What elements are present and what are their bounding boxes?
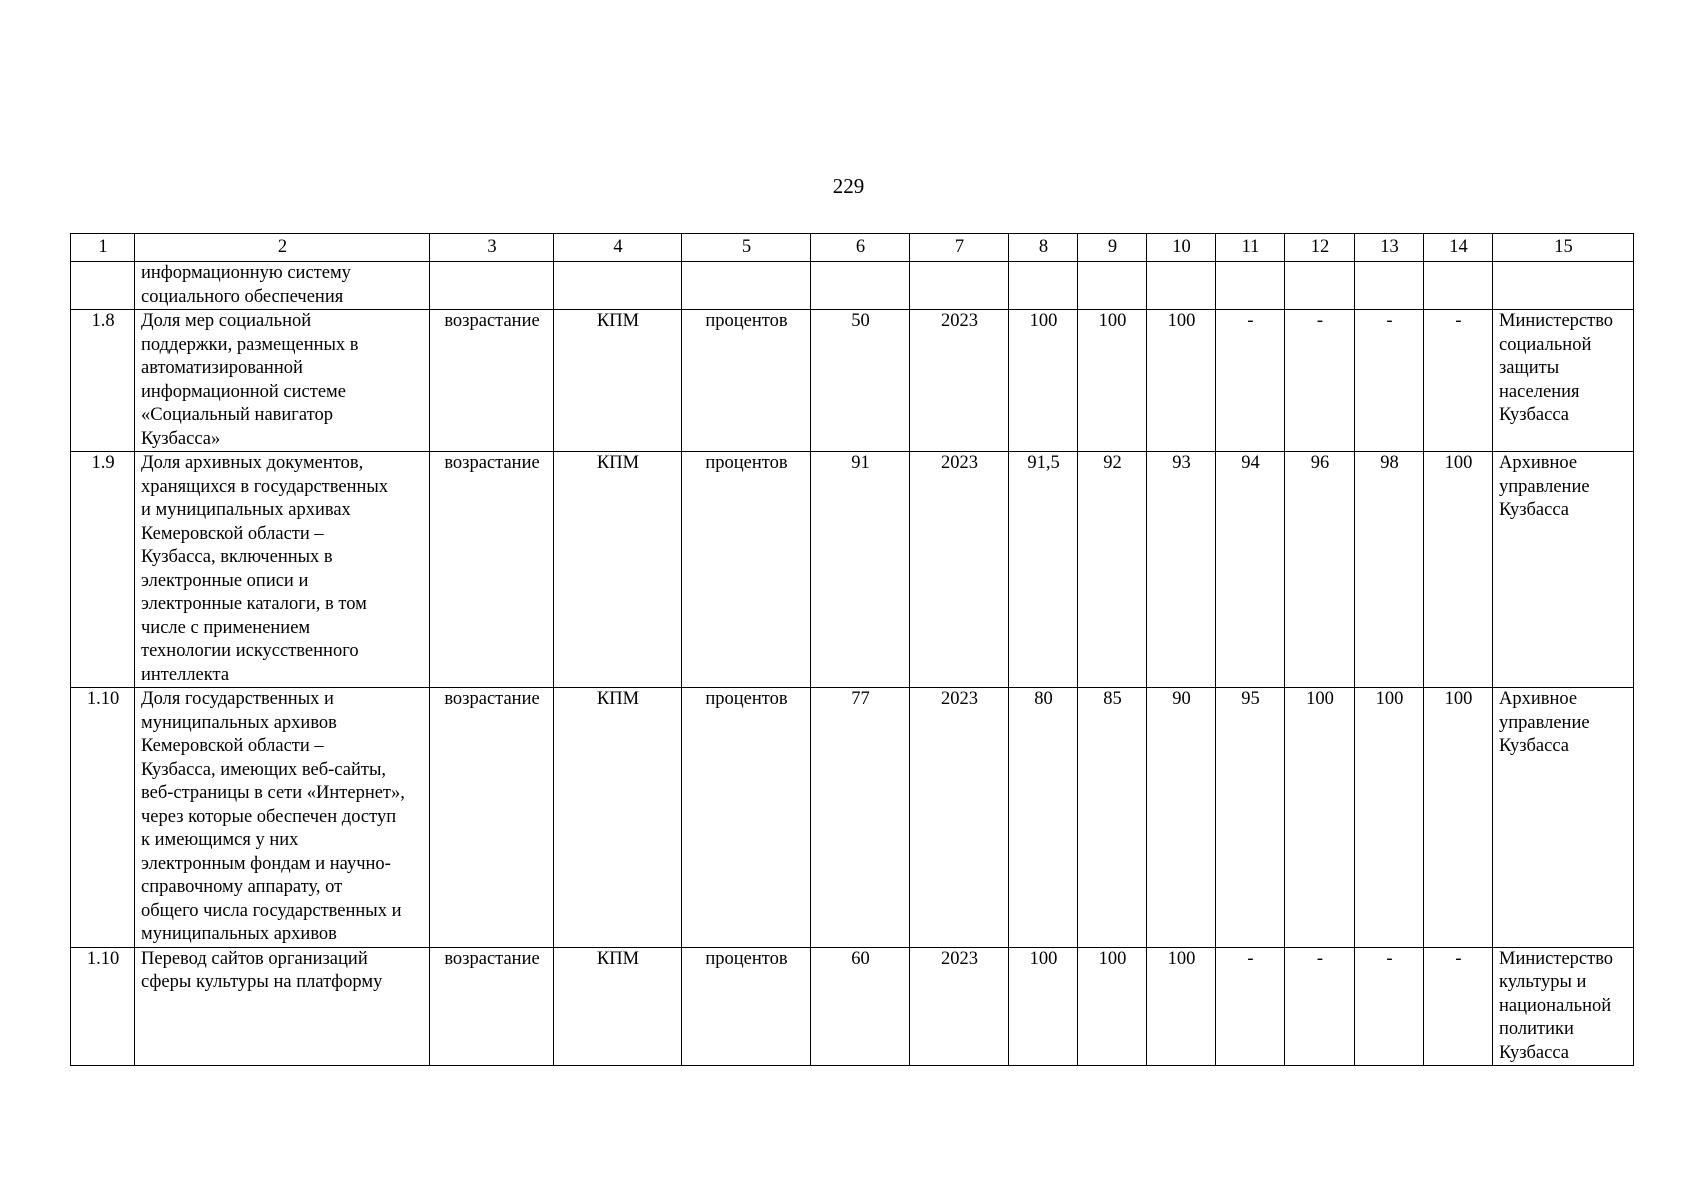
base-year-cell bbox=[910, 452, 1009, 688]
value-cell bbox=[1285, 947, 1355, 1066]
indicator-name-cell-text: информационную систему социального обеспечения bbox=[141, 263, 351, 307]
column-header: 3 bbox=[430, 234, 554, 262]
source-cell bbox=[554, 688, 682, 948]
value-cell-text: 95 bbox=[1241, 689, 1260, 709]
value-cell-text: 98 bbox=[1380, 453, 1399, 473]
value-cell-text: 100 bbox=[1098, 948, 1127, 969]
value-cell-text: 90 bbox=[1172, 689, 1191, 709]
responsible-cell bbox=[1493, 310, 1634, 452]
value-cell-text: 80 bbox=[1034, 689, 1053, 709]
responsible-cell-text: Архивное управление Кузбасса bbox=[1499, 689, 1590, 756]
table-row bbox=[71, 947, 1634, 1066]
column-header: 11 bbox=[1216, 234, 1285, 262]
unit-cell bbox=[682, 310, 811, 452]
value-cell-text: 94 bbox=[1241, 453, 1260, 473]
unit-cell-text: процентов bbox=[705, 948, 788, 969]
value-cell-text: 100 bbox=[1029, 311, 1058, 331]
row-number-cell bbox=[71, 262, 135, 310]
column-header: 15 bbox=[1493, 234, 1634, 262]
value-cell-text: - bbox=[1316, 948, 1324, 969]
table-row bbox=[71, 310, 1634, 452]
table-row bbox=[71, 452, 1634, 688]
value-cell-text: - bbox=[1386, 948, 1393, 969]
value-cell bbox=[1216, 947, 1285, 1066]
responsible-cell bbox=[1493, 688, 1634, 948]
base-value-cell-text: 50 bbox=[851, 311, 870, 331]
base-value-cell bbox=[811, 947, 910, 1066]
value-cell bbox=[1009, 310, 1078, 452]
unit-cell-text: процентов bbox=[705, 689, 788, 709]
value-cell-text: - bbox=[1247, 948, 1254, 969]
source-cell bbox=[554, 310, 682, 452]
value-cell bbox=[1355, 452, 1424, 688]
row-number-cell-text: 1.8 bbox=[91, 311, 115, 331]
value-cell-text: - bbox=[1247, 311, 1254, 331]
value-cell-text: 93 bbox=[1172, 453, 1191, 473]
base-year-cell bbox=[910, 947, 1009, 1066]
column-header: 8 bbox=[1009, 234, 1078, 262]
base-value-cell-text: 77 bbox=[851, 689, 870, 709]
page-number: 229 bbox=[832, 174, 865, 198]
value-cell bbox=[1216, 262, 1285, 310]
value-cell-text: 100 bbox=[1167, 311, 1196, 331]
value-cell-text: - bbox=[1455, 948, 1462, 969]
row-number-cell bbox=[71, 688, 135, 948]
column-header: 13 bbox=[1355, 234, 1424, 262]
direction-cell-text: возрастание bbox=[444, 689, 540, 709]
value-cell bbox=[1285, 310, 1355, 452]
unit-cell bbox=[682, 947, 811, 1066]
responsible-cell-text: Министерство социальной защиты населения Кузбасса bbox=[1499, 311, 1614, 425]
indicator-name-cell-text: Перевод сайтов организаций сферы культуры на платформу bbox=[141, 948, 383, 992]
column-header: 14 bbox=[1424, 234, 1493, 262]
value-cell bbox=[1424, 310, 1493, 452]
value-cell bbox=[1147, 688, 1216, 948]
value-cell bbox=[1009, 947, 1078, 1066]
column-header: 1 bbox=[71, 234, 135, 262]
value-cell bbox=[1424, 262, 1493, 310]
column-header: 4 bbox=[554, 234, 682, 262]
direction-cell bbox=[430, 688, 554, 948]
value-cell bbox=[1216, 688, 1285, 948]
base-value-cell bbox=[811, 310, 910, 452]
value-cell bbox=[1285, 452, 1355, 688]
source-cell-text: КПМ bbox=[596, 453, 640, 473]
base-value-cell bbox=[811, 452, 910, 688]
table-row bbox=[71, 688, 1634, 948]
source-cell bbox=[554, 452, 682, 688]
row-number-cell-text: 1.9 bbox=[91, 453, 115, 473]
base-year-cell-text: 2023 bbox=[941, 689, 978, 709]
base-year-cell-text: 2023 bbox=[941, 453, 978, 473]
value-cell bbox=[1424, 947, 1493, 1066]
value-cell-text: 100 bbox=[1167, 948, 1196, 969]
unit-cell-text: процентов bbox=[705, 453, 788, 473]
column-header: 7 bbox=[910, 234, 1009, 262]
direction-cell bbox=[430, 452, 554, 688]
column-header: 2 bbox=[135, 234, 430, 262]
responsible-cell bbox=[1493, 262, 1634, 310]
value-cell-text: - bbox=[1455, 311, 1462, 331]
value-cell bbox=[1285, 262, 1355, 310]
value-cell bbox=[1355, 688, 1424, 948]
indicator-name-cell bbox=[135, 947, 430, 1066]
value-cell bbox=[1078, 688, 1147, 948]
value-cell bbox=[1147, 452, 1216, 688]
value-cell-text: 100 bbox=[1444, 689, 1473, 709]
indicator-name-cell bbox=[135, 688, 430, 948]
value-cell-text: 96 bbox=[1310, 453, 1330, 473]
base-value-cell bbox=[811, 262, 910, 310]
base-value-cell-text: 91 bbox=[851, 453, 870, 473]
value-cell bbox=[1216, 310, 1285, 452]
table-row bbox=[71, 262, 1634, 310]
indicator-name-cell bbox=[135, 262, 430, 310]
base-year-cell-text: 2023 bbox=[941, 948, 978, 969]
value-cell bbox=[1009, 688, 1078, 948]
value-cell-text: 92 bbox=[1103, 453, 1122, 473]
direction-cell-text: возрастание bbox=[444, 453, 540, 473]
source-cell-text: КПМ bbox=[596, 311, 640, 331]
value-cell bbox=[1009, 452, 1078, 688]
column-number-row bbox=[71, 234, 1634, 262]
base-year-cell-text: 2023 bbox=[941, 311, 978, 331]
responsible-cell bbox=[1493, 452, 1634, 688]
base-year-cell bbox=[910, 310, 1009, 452]
unit-cell bbox=[682, 688, 811, 948]
direction-cell bbox=[430, 310, 554, 452]
indicator-name-cell bbox=[135, 310, 430, 452]
column-header: 6 bbox=[811, 234, 910, 262]
direction-cell bbox=[430, 947, 554, 1066]
value-cell-text: 100 bbox=[1444, 453, 1473, 473]
unit-cell bbox=[682, 452, 811, 688]
value-cell-text: 85 bbox=[1103, 689, 1122, 709]
value-cell bbox=[1078, 947, 1147, 1066]
base-value-cell-text: 60 bbox=[851, 948, 870, 969]
source-cell-text: КПМ bbox=[596, 948, 640, 969]
direction-cell-text: возрастание bbox=[444, 311, 540, 331]
indicators-table bbox=[70, 233, 1634, 1066]
column-header: 12 bbox=[1285, 234, 1355, 262]
value-cell bbox=[1355, 947, 1424, 1066]
value-cell bbox=[1216, 452, 1285, 688]
value-cell-text: 100 bbox=[1375, 689, 1404, 709]
direction-cell bbox=[430, 262, 554, 310]
source-cell-text: КПМ bbox=[596, 689, 640, 709]
value-cell bbox=[1078, 310, 1147, 452]
value-cell bbox=[1078, 262, 1147, 310]
value-cell bbox=[1078, 452, 1147, 688]
value-cell bbox=[1355, 262, 1424, 310]
value-cell-text: 100 bbox=[1029, 948, 1058, 969]
indicator-name-cell-text: Доля государственных и муниципальных архивов Кемеровской области – Кузбасса, имеющих веб-сайты, веб-страницы в сети «Интернет», через которые обеспечен доступ к имеющимся у них электронным фондам и научно- справочному аппарату, от общего числа государственных и муниципальных архивов bbox=[141, 689, 405, 944]
indicator-name-cell bbox=[135, 452, 430, 688]
value-cell-text: 100 bbox=[1098, 311, 1127, 331]
indicator-name-cell-text: Доля архивных документов, хранящихся в государственных и муниципальных архивах Кемеровской области – Кузбасса, включенных в электронные описи и электронные каталоги, в том числе с применением технологии искусственного интеллекта bbox=[141, 453, 389, 685]
responsible-cell bbox=[1493, 947, 1634, 1066]
source-cell bbox=[554, 262, 682, 310]
unit-cell bbox=[682, 262, 811, 310]
column-header: 9 bbox=[1078, 234, 1147, 262]
value-cell bbox=[1355, 310, 1424, 452]
row-number-cell bbox=[71, 452, 135, 688]
value-cell-text: 100 bbox=[1306, 689, 1334, 709]
indicator-name-cell-text: Доля мер социальной поддержки, размещенных в автоматизированной информационной системе «Социальный навигатор Кузбасса» bbox=[141, 311, 359, 449]
value-cell bbox=[1424, 688, 1493, 948]
value-cell-text: - bbox=[1316, 311, 1324, 331]
column-header: 10 bbox=[1147, 234, 1216, 262]
unit-cell-text: процентов bbox=[705, 311, 788, 331]
value-cell bbox=[1285, 688, 1355, 948]
value-cell bbox=[1424, 452, 1493, 688]
base-value-cell bbox=[811, 688, 910, 948]
responsible-cell-text: Архивное управление Кузбасса bbox=[1499, 453, 1590, 520]
row-number-cell-text: 1.10 bbox=[86, 948, 120, 969]
responsible-cell-text: Министерство культуры и национальной политики Кузбасса bbox=[1499, 948, 1614, 1063]
row-number-cell bbox=[71, 310, 135, 452]
column-header: 5 bbox=[682, 234, 811, 262]
row-number-cell-text: 1.10 bbox=[86, 689, 120, 709]
source-cell bbox=[554, 947, 682, 1066]
value-cell-text: 91,5 bbox=[1027, 453, 1060, 473]
value-cell bbox=[1009, 262, 1078, 310]
value-cell-text: - bbox=[1386, 311, 1393, 331]
base-year-cell bbox=[910, 262, 1009, 310]
direction-cell-text: возрастание bbox=[444, 948, 540, 969]
base-year-cell bbox=[910, 688, 1009, 948]
value-cell bbox=[1147, 310, 1216, 452]
value-cell bbox=[1147, 262, 1216, 310]
value-cell bbox=[1147, 947, 1216, 1066]
row-number-cell bbox=[71, 947, 135, 1066]
